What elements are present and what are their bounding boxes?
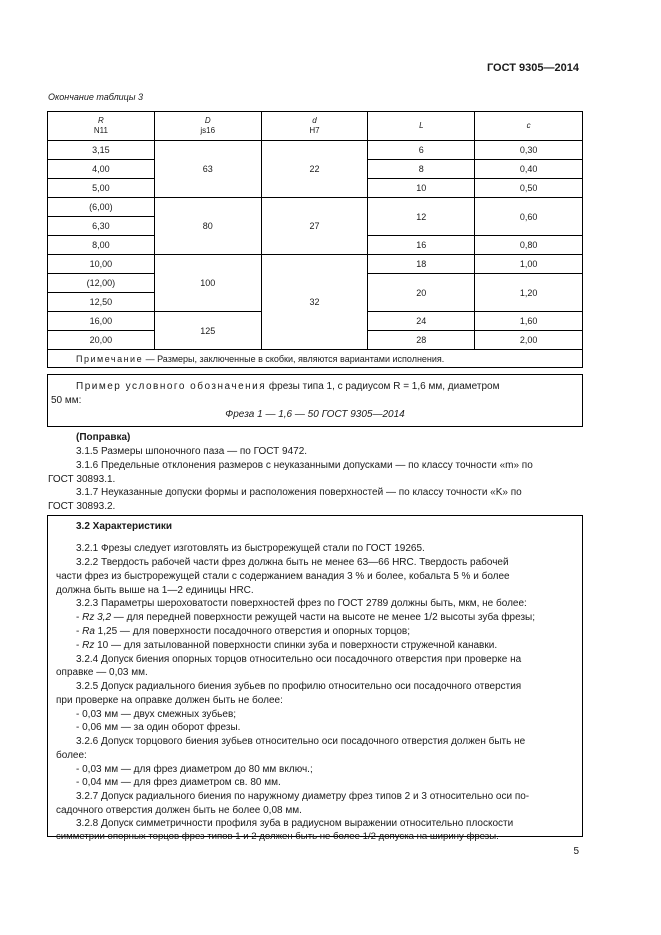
paragraph-3-1-5: 3.1.5 Размеры шпоночного паза — по ГОСТ 9472. [76, 446, 308, 457]
table-row [48, 198, 583, 217]
cell-r: 10,00 [48, 255, 155, 274]
text-line: 3.2.3 Параметры шероховатости поверхностей фрез по ГОСТ 2789 должны быть, мкм, не более: [76, 598, 527, 609]
cell-r: 16,00 [48, 312, 155, 331]
column-header-l: L [368, 112, 475, 141]
cell-c: 0,50 [475, 179, 583, 198]
cell-r: 6,30 [48, 217, 155, 236]
cell-d-bore: 32 [261, 255, 368, 350]
text-line: - 0,04 мм — для фрез диаметром св. 80 мм. [76, 777, 281, 788]
text-line: более: [56, 750, 87, 761]
text-line: должна быть выше на 1—2 единицы HRC. [56, 585, 254, 596]
cell-c: 1,60 [475, 312, 583, 331]
column-header-c: c [475, 112, 583, 141]
cell-c: 2,00 [475, 331, 583, 350]
cell-l: 10 [368, 179, 475, 198]
example-line-1 [76, 381, 574, 392]
note-label: Примечание [76, 353, 144, 364]
cell-d-bore: 22 [261, 141, 368, 198]
cell-r: 12,50 [48, 293, 155, 312]
table-row [48, 255, 583, 274]
cell-c: 0,40 [475, 160, 583, 179]
characteristics-section [47, 515, 583, 842]
table-caption: Окончание таблицы 3 [48, 92, 143, 102]
page-number: 5 [573, 846, 579, 857]
text-line: 3.2.2 Твердость рабочей части фрез должна быть не менее 63—66 HRC. Твердость рабочей [76, 557, 509, 568]
cell-l: 18 [368, 255, 475, 274]
text-line: 3.2.8 Допуск симметричности профиля зуба в радиусном выражении относительно плоскости [76, 818, 514, 829]
column-header-d-outer: D js16 [154, 112, 261, 141]
table-note [48, 350, 583, 368]
example-text-2: 50 мм: [51, 395, 82, 406]
cell-d-outer: 80 [154, 198, 261, 255]
cell-l: 20 [368, 274, 475, 312]
cell-l: 28 [368, 331, 475, 350]
cell-d-outer: 125 [154, 312, 261, 350]
roughness-item: - Rz 10 — для затылованной поверхности спинки зуба и поверхности стружечной канавки. [76, 640, 498, 651]
text-line: 3.2.1 Фрезы следует изготовлять из быстрорежущей стали по ГОСТ 19265. [76, 543, 425, 554]
cell-l: 24 [368, 312, 475, 331]
text-line: 3.2.7 Допуск радиального биения по наружному диаметру фрез типов 2 и 3 относительно оси по- [76, 791, 530, 802]
roughness-item: - Rz 3,2 — для передней поверхности режущей части на высоте не менее 1/2 высоты зуба фрезы; [76, 612, 536, 623]
cell-r: 4,00 [48, 160, 155, 179]
designation-example-box [47, 374, 583, 427]
cell-l: 6 [368, 141, 475, 160]
text-line: - 0,06 мм — за один оборот фрезы. [76, 722, 241, 733]
example-label: Пример условного обозначения [76, 381, 267, 392]
cell-c: 0,80 [475, 236, 583, 255]
cell-r: 5,00 [48, 179, 155, 198]
paragraph-3-1-6-cont: ГОСТ 30893.1. [48, 474, 116, 485]
cell-c: 1,00 [475, 255, 583, 274]
table-note-row [48, 350, 583, 368]
cell-c: 0,30 [475, 141, 583, 160]
cell-r: (12,00) [48, 274, 155, 293]
cell-c: 1,20 [475, 274, 583, 312]
text-line: части фрез из быстрорежущей стали с содержанием ванадия 3 % и более, кобальта 5 % и более [56, 571, 510, 582]
text-line: оправке — 0,03 мм. [56, 667, 148, 678]
example-text-1: фрезы типа 1, с радиусом R = 1,6 мм, диаметром [266, 381, 500, 392]
text-line: симметрии опорных торцов фрез типов 1 и 2 должен быть не более 1/2 допуска на ширину фрезы. [56, 831, 499, 842]
cell-l: 16 [368, 236, 475, 255]
roughness-item: - Ra 1,25 — для поверхности посадочного отверстия и опорных торцов; [76, 626, 410, 637]
cell-r: (6,00) [48, 198, 155, 217]
paragraph-3-1-7: 3.1.7 Неуказанные допуски формы и расположения поверхностей — по классу точности «K» по [76, 487, 522, 498]
table-header-row [48, 112, 583, 141]
text-line: - 0,03 мм — двух смежных зубьев; [76, 709, 237, 720]
dimensions-table [47, 111, 583, 368]
cell-r: 20,00 [48, 331, 155, 350]
text-line: садочного отверстия должен быть не более 0,08 мм. [56, 805, 302, 816]
section-title: 3.2 Характеристики [76, 521, 173, 532]
text-line: - 0,03 мм — для фрез диаметром до 80 мм включ.; [76, 764, 313, 775]
note-text: — Размеры, заключенные в скобки, являются вариантами исполнения. [143, 353, 445, 364]
cell-r: 3,15 [48, 141, 155, 160]
amendment-label: (Поправка) [76, 432, 131, 443]
cell-r: 8,00 [48, 236, 155, 255]
text-line: 3.2.5 Допуск радиального биения зубьев по профилю относительно оси посадочного отверстия [76, 681, 522, 692]
text-line: 3.2.6 Допуск торцового биения зубьев относительно оси посадочного отверстия должен быть не [76, 736, 526, 747]
text-line: при проверке на оправке должен быть не более: [56, 695, 283, 706]
document-code: ГОСТ 9305—2014 [486, 62, 579, 74]
cell-d-bore: 27 [261, 198, 368, 255]
cell-l: 12 [368, 198, 475, 236]
example-designation: Фреза 1 — 1,6 — 50 ГОСТ 9305—2014 [225, 409, 405, 420]
cell-c: 0,60 [475, 198, 583, 236]
cell-l: 8 [368, 160, 475, 179]
paragraph-3-1-7-cont: ГОСТ 30893.2. [48, 501, 116, 512]
column-header-r: R N11 [48, 112, 155, 141]
cell-d-outer: 100 [154, 255, 261, 312]
column-header-d-bore: d H7 [261, 112, 368, 141]
table-row [48, 141, 583, 160]
text-line: 3.2.4 Допуск биения опорных торцов относительно оси посадочного отверстия при проверке на [76, 654, 522, 665]
paragraph-3-1-6: 3.1.6 Предельные отклонения размеров с неуказанными допусками — по классу точности «m» по [76, 460, 533, 471]
cell-d-outer: 63 [154, 141, 261, 198]
